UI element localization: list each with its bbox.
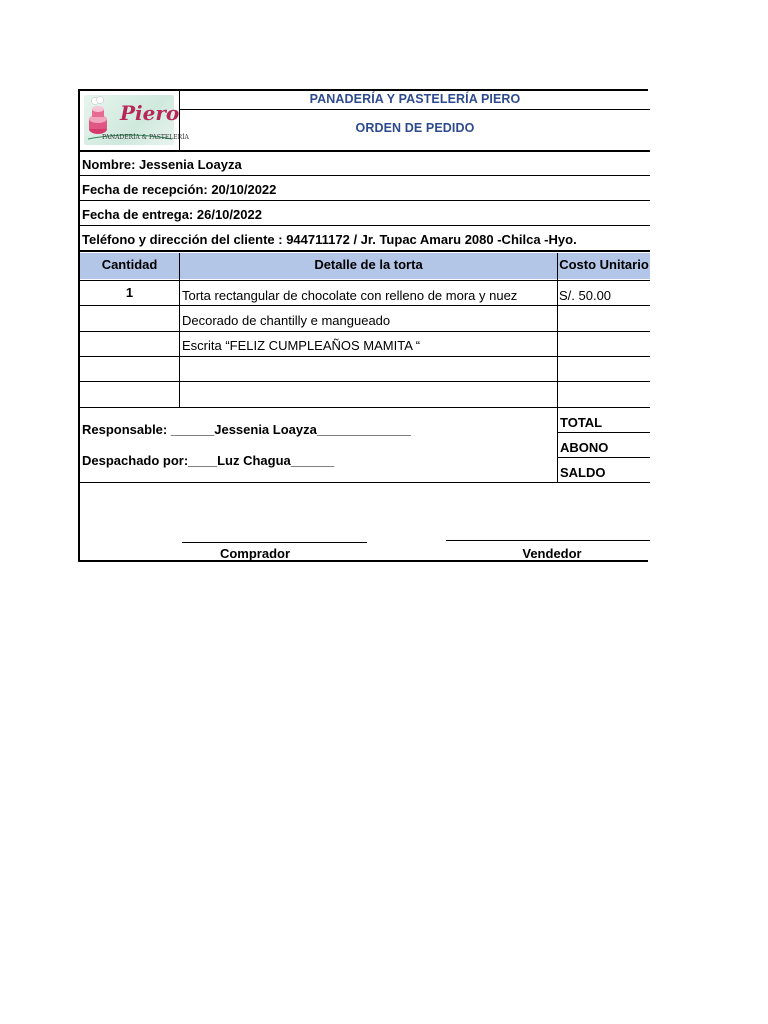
logo-brand: Piero	[120, 101, 180, 125]
logo-tagline: PANADERÍA & PASTELERÍA	[102, 134, 189, 141]
column-header-cost: Costo Unitario	[558, 253, 650, 279]
dispatched-by-line: Despachado por:____Luz Chagua______	[82, 453, 335, 468]
customer-name: Nombre: Jessenia Loayza	[82, 157, 242, 172]
customer-contact: Teléfono y dirección del cliente : 944711172 / Jr. Tupac Amaru 2080 -Chilca -Hyo.	[82, 232, 577, 247]
delivery-date: Fecha de entrega: 26/10/2022	[82, 207, 262, 222]
bakery-logo	[84, 95, 189, 145]
seller-signature-line	[446, 540, 650, 541]
buyer-signature-line	[182, 542, 367, 543]
table-row-2-detail: Decorado de chantilly e mangueado	[182, 313, 391, 328]
column-header-detail: Detalle de la torta	[180, 253, 557, 279]
table-row-1-cost: S/. 50.00	[559, 288, 612, 303]
document-title: ORDEN DE PEDIDO	[355, 121, 475, 135]
table-row-1-detail: Torta rectangular de chocolate con relleno de mora y nuez	[182, 288, 518, 303]
abono-label: ABONO	[560, 440, 609, 455]
buyer-label: Comprador	[219, 546, 291, 561]
table-row-3-detail: Escrita “FELIZ CUMPLEAÑOS MAMITA “	[182, 338, 421, 353]
saldo-label: SALDO	[560, 465, 606, 480]
table-row-1-qty: 1	[125, 285, 134, 300]
company-name: PANADERÍA Y PASTELERÍA PIERO	[309, 92, 521, 106]
total-label: TOTAL	[560, 415, 603, 430]
column-header-quantity: Cantidad	[80, 253, 179, 279]
reception-date: Fecha de recepción: 20/10/2022	[82, 182, 277, 197]
order-form	[78, 89, 648, 562]
responsible-line: Responsable: ______Jessenia Loayza_____________	[82, 422, 411, 437]
seller-label: Vendedor	[522, 546, 582, 561]
